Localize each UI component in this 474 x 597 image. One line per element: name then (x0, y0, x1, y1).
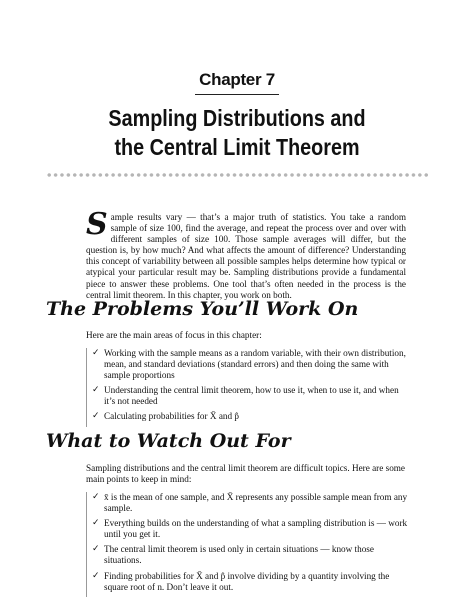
bullet-list-problems (86, 348, 412, 427)
list-item-text: The central limit theorem is used only in certain situations — know those situations. (104, 544, 374, 566)
list-item (92, 544, 412, 566)
check-mark-icon: ✓ (92, 385, 100, 396)
check-mark-icon: ✓ (92, 570, 100, 581)
list-item-text: x̄ is the mean of one sample, and X̄ represents any possible sample mean from any sample. (104, 492, 408, 514)
dotted-divider (46, 172, 430, 178)
check-mark-icon: ✓ (92, 348, 100, 358)
list-item (92, 348, 412, 381)
check-mark-icon: ✓ (92, 411, 100, 422)
list-item-text: Finding probabilities for X̄ and p̂ involve dividing by a quantity involving the square root of n. Don’t leave it out. (104, 570, 390, 592)
chapter-underline (195, 94, 279, 95)
chapter-title-line-2: the Central Limit Theorem (114, 134, 360, 160)
list-item-text: Working with the sample means as a random variable, with their own distribution, mean, and standard deviations (standard errors) and then doing the same with sample proportions (104, 348, 406, 381)
drop-cap: S (86, 207, 108, 242)
list-item (92, 518, 412, 540)
list-item (92, 385, 412, 407)
list-item-text: Understanding the central limit theorem, how to use it, when to use it, and when it’s not needed (104, 385, 399, 407)
list-item (92, 411, 412, 422)
section-lead-watch-out: Sampling distributions and the central limit theorem are difficult topics. Here are some main points to keep in mind: (86, 463, 406, 485)
section-title-problems: The Problems You’ll Work On (46, 298, 359, 320)
chapter-title (33, 104, 441, 162)
bullet-list-watch-out (86, 492, 412, 597)
list-item (92, 571, 412, 593)
intro-paragraph (86, 207, 406, 301)
list-item-text: Everything builds on the understanding of what a sampling distribution is — work until you get it. (104, 518, 408, 540)
check-mark-icon: ✓ (92, 544, 100, 555)
list-item-text: Calculating probabilities for X̄ and p̂ (104, 411, 239, 422)
intro-text: ample results vary — that’s a major truth of statistics. You take a random sample of size 100, find the average, and repeat the process over and over with different samples of size 100. Those sample averages will differ, but the question is, by how much? And what affects the amount of difference? Understanding this concept of variability between all possible samples helps determine how typical or atypical your particular result may be. Sampling distributions provide a fundamental piece to answer these problems. One tool that’s often needed in the process is the central limit theorem. In this chapter, you work on both. (86, 212, 406, 300)
chapter-label: Chapter 7 (199, 70, 275, 89)
section-lead-problems: Here are the main areas of focus in this chapter: (86, 330, 262, 340)
section-title-watch-out: What to Watch Out For (46, 430, 291, 452)
check-mark-icon: ✓ (92, 492, 100, 502)
chapter-title-line-1: Sampling Distributions and (108, 105, 366, 131)
check-mark-icon: ✓ (92, 518, 100, 529)
list-item (92, 492, 412, 514)
